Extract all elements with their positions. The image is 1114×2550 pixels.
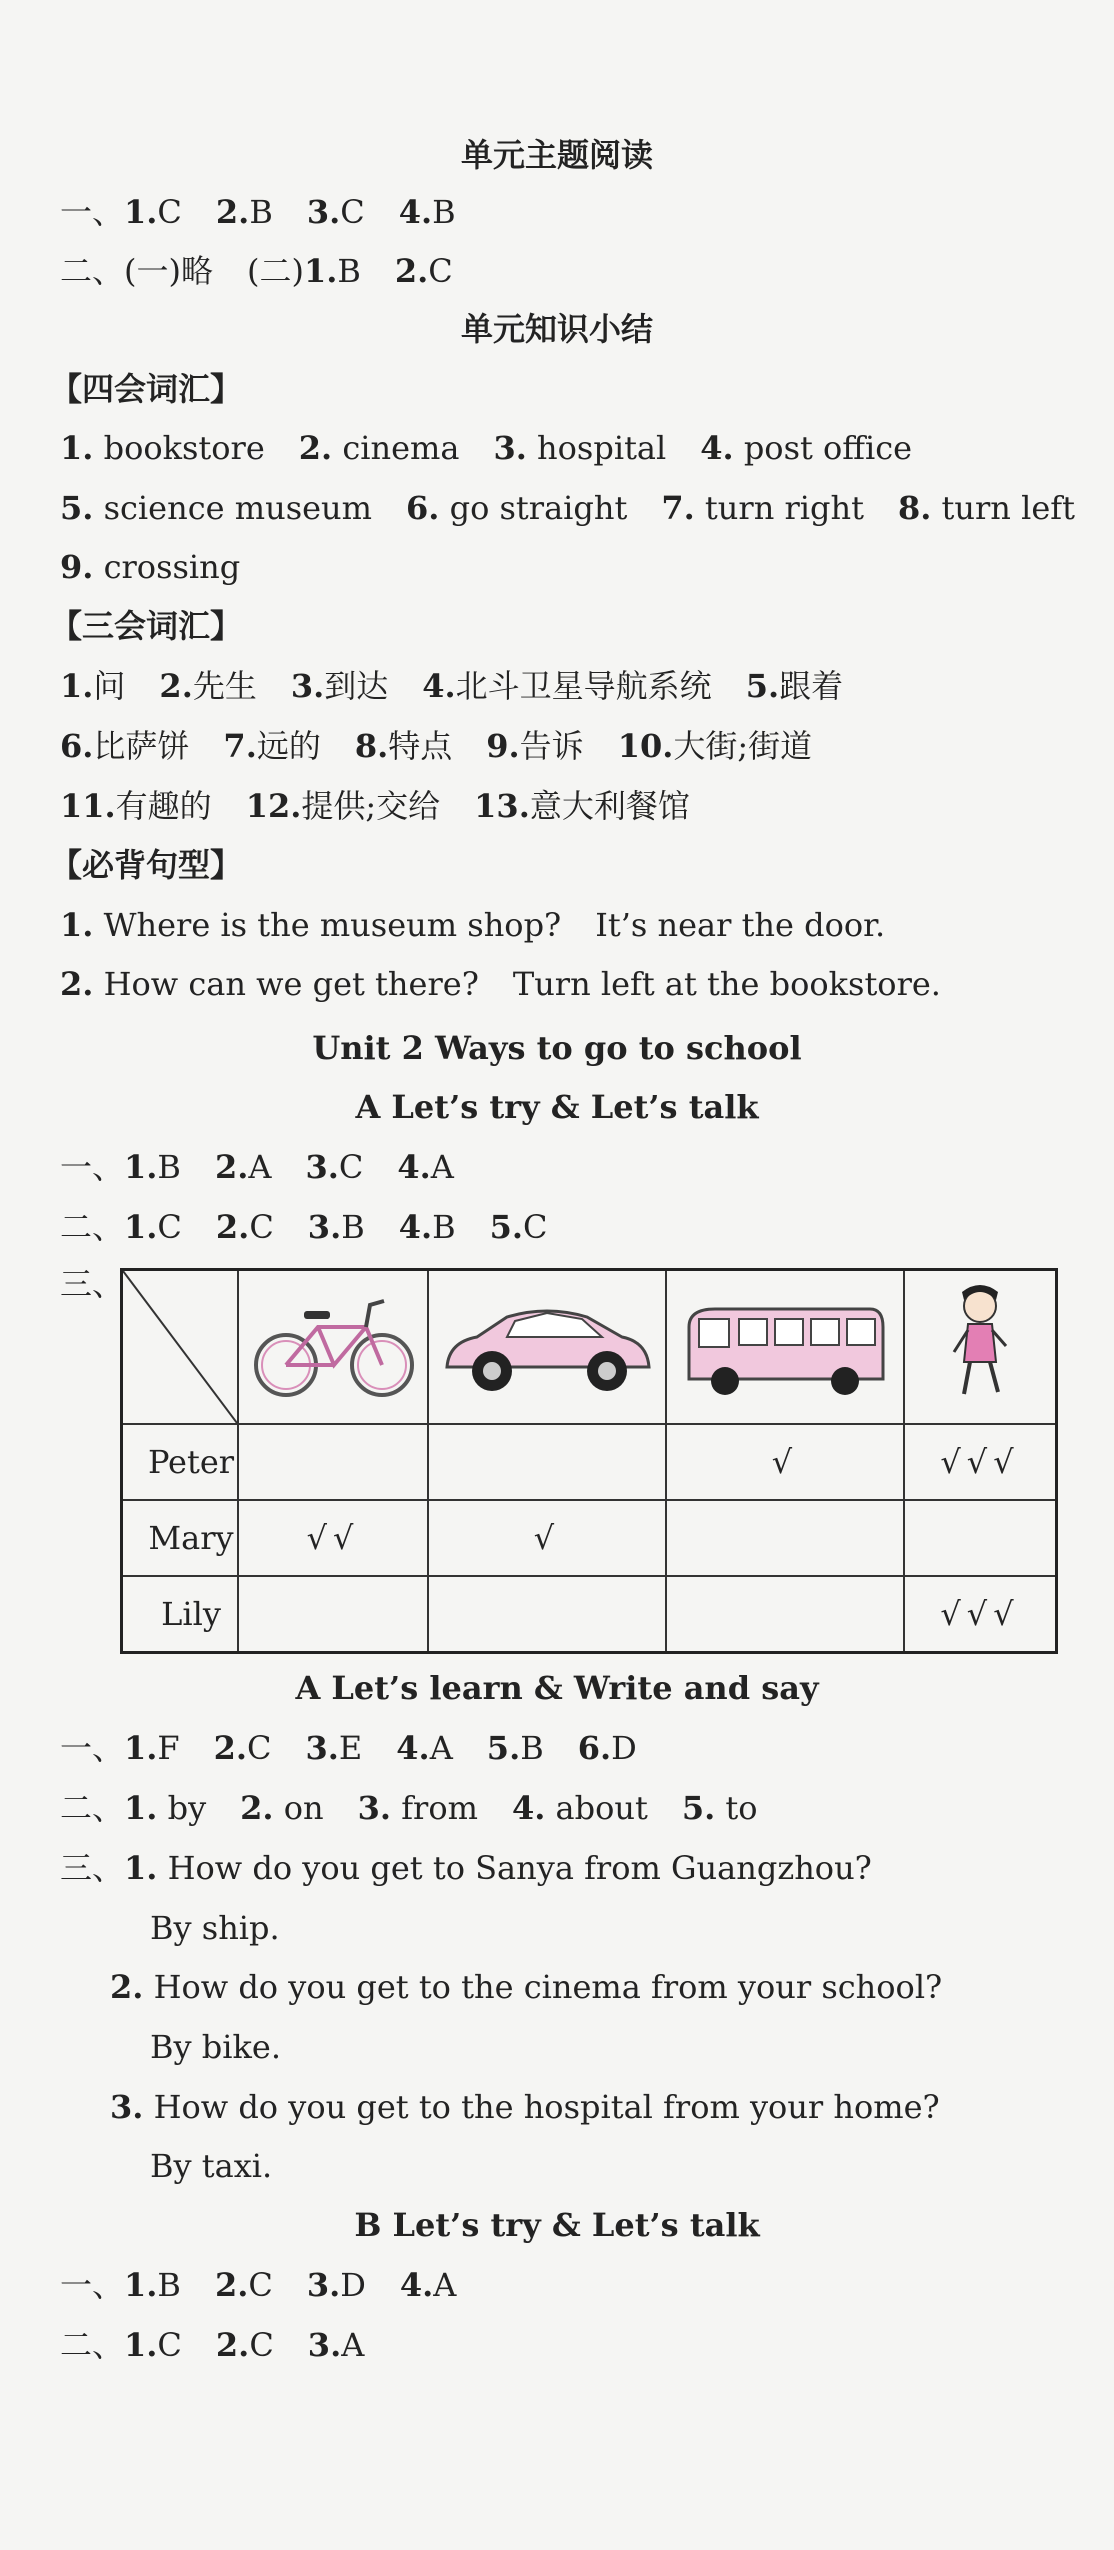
header-cell xyxy=(428,1270,666,1425)
table-cell xyxy=(666,1500,904,1576)
answer-line: 3. How do you get to the hospital from your home? xyxy=(110,2088,940,2126)
table-cell xyxy=(904,1500,1057,1576)
row-label: Mary xyxy=(122,1500,239,1576)
answer-line: 一、1.F 2.C 3.E 4.A 5.B 6.D xyxy=(60,1729,637,1767)
table-header-row xyxy=(122,1270,1057,1425)
table-cell xyxy=(666,1576,904,1652)
vocab-line: 5. science museum 6. go straight 7. turn right 8. turn left xyxy=(60,489,1075,527)
table-cell: √√√ xyxy=(904,1424,1057,1500)
sentence-line: 1. Where is the museum shop? It’s near the door. xyxy=(60,906,886,944)
table-row xyxy=(122,1500,1057,1576)
answer-line: 三、1. How do you get to Sanya from Guangzhou? xyxy=(60,1849,872,1887)
vocab-line: 1. bookstore 2. cinema 3. hospital 4. post office xyxy=(60,429,913,467)
answer-line: By taxi. xyxy=(150,2147,273,2185)
diagonal-line xyxy=(123,1271,237,1423)
answer-line: 一、1.B 2.C 3.D 4.A xyxy=(60,2266,457,2304)
walking-girl-icon xyxy=(940,1282,1020,1412)
transport-table xyxy=(120,1268,1058,1654)
heading-three-skill-words: 【三会词汇】 xyxy=(50,607,243,645)
answer-line: 二、1.C 2.C 3.A xyxy=(60,2326,365,2364)
table-row xyxy=(122,1576,1057,1652)
car-icon xyxy=(437,1287,657,1407)
part-title: A Let’s try & Let’s talk xyxy=(355,1088,759,1126)
answer-line: 2. How do you get to the cinema from your school? xyxy=(110,1968,943,2006)
answer-line: 二、(一)略 (二)1.B 2.C xyxy=(60,252,453,290)
bus-icon xyxy=(675,1287,895,1407)
vocab-line: 1.问 2.先生 3.到达 4.北斗卫星导航系统 5.跟着 xyxy=(60,667,844,705)
bicycle-icon xyxy=(248,1287,418,1407)
row-label: Peter xyxy=(122,1424,239,1500)
diagonal-corner-cell xyxy=(122,1270,239,1425)
section-title-summary: 单元知识小结 xyxy=(460,310,653,348)
part-title: A Let’s learn & Write and say xyxy=(295,1669,819,1707)
header-cell xyxy=(904,1270,1057,1425)
table-cell xyxy=(238,1424,428,1500)
table-row xyxy=(122,1424,1057,1500)
answer-line: By ship. xyxy=(150,1909,280,1947)
table-cell: √ xyxy=(428,1500,666,1576)
heading-key-sentences: 【必背句型】 xyxy=(50,846,243,884)
answer-line: 一、1.B 2.A 3.C 4.A xyxy=(60,1148,454,1186)
vocab-line: 11.有趣的 12.提供;交给 13.意大利餐馆 xyxy=(60,787,690,825)
answer-line: 一、1.C 2.B 3.C 4.B xyxy=(60,193,456,231)
vocab-line: 9. crossing xyxy=(60,548,241,586)
table-cell xyxy=(238,1576,428,1652)
sentence-line: 2. How can we get there? Turn left at the bookstore. xyxy=(60,965,941,1003)
table-cell: √ xyxy=(666,1424,904,1500)
header-cell xyxy=(666,1270,904,1425)
row-label: Lily xyxy=(122,1576,239,1652)
unit-title: Unit 2 Ways to go to school xyxy=(312,1029,802,1067)
answer-line: 二、1.C 2.C 3.B 4.B 5.C xyxy=(60,1208,548,1246)
table-cell xyxy=(428,1424,666,1500)
table-cell: √√√ xyxy=(904,1576,1057,1652)
section-title-reading: 单元主题阅读 xyxy=(460,136,653,174)
question-prefix: 三、 xyxy=(60,1265,125,1303)
part-title: B Let’s try & Let’s talk xyxy=(354,2206,760,2244)
vocab-line: 6.比萨饼 7.远的 8.特点 9.告诉 10.大街;街道 xyxy=(60,727,813,765)
heading-four-skill-words: 【四会词汇】 xyxy=(50,370,243,408)
table-cell xyxy=(428,1576,666,1652)
answer-line: 二、1. by 2. on 3. from 4. about 5. to xyxy=(60,1789,758,1827)
header-cell xyxy=(238,1270,428,1425)
table-cell: √√ xyxy=(238,1500,428,1576)
answer-line: By bike. xyxy=(150,2028,281,2066)
